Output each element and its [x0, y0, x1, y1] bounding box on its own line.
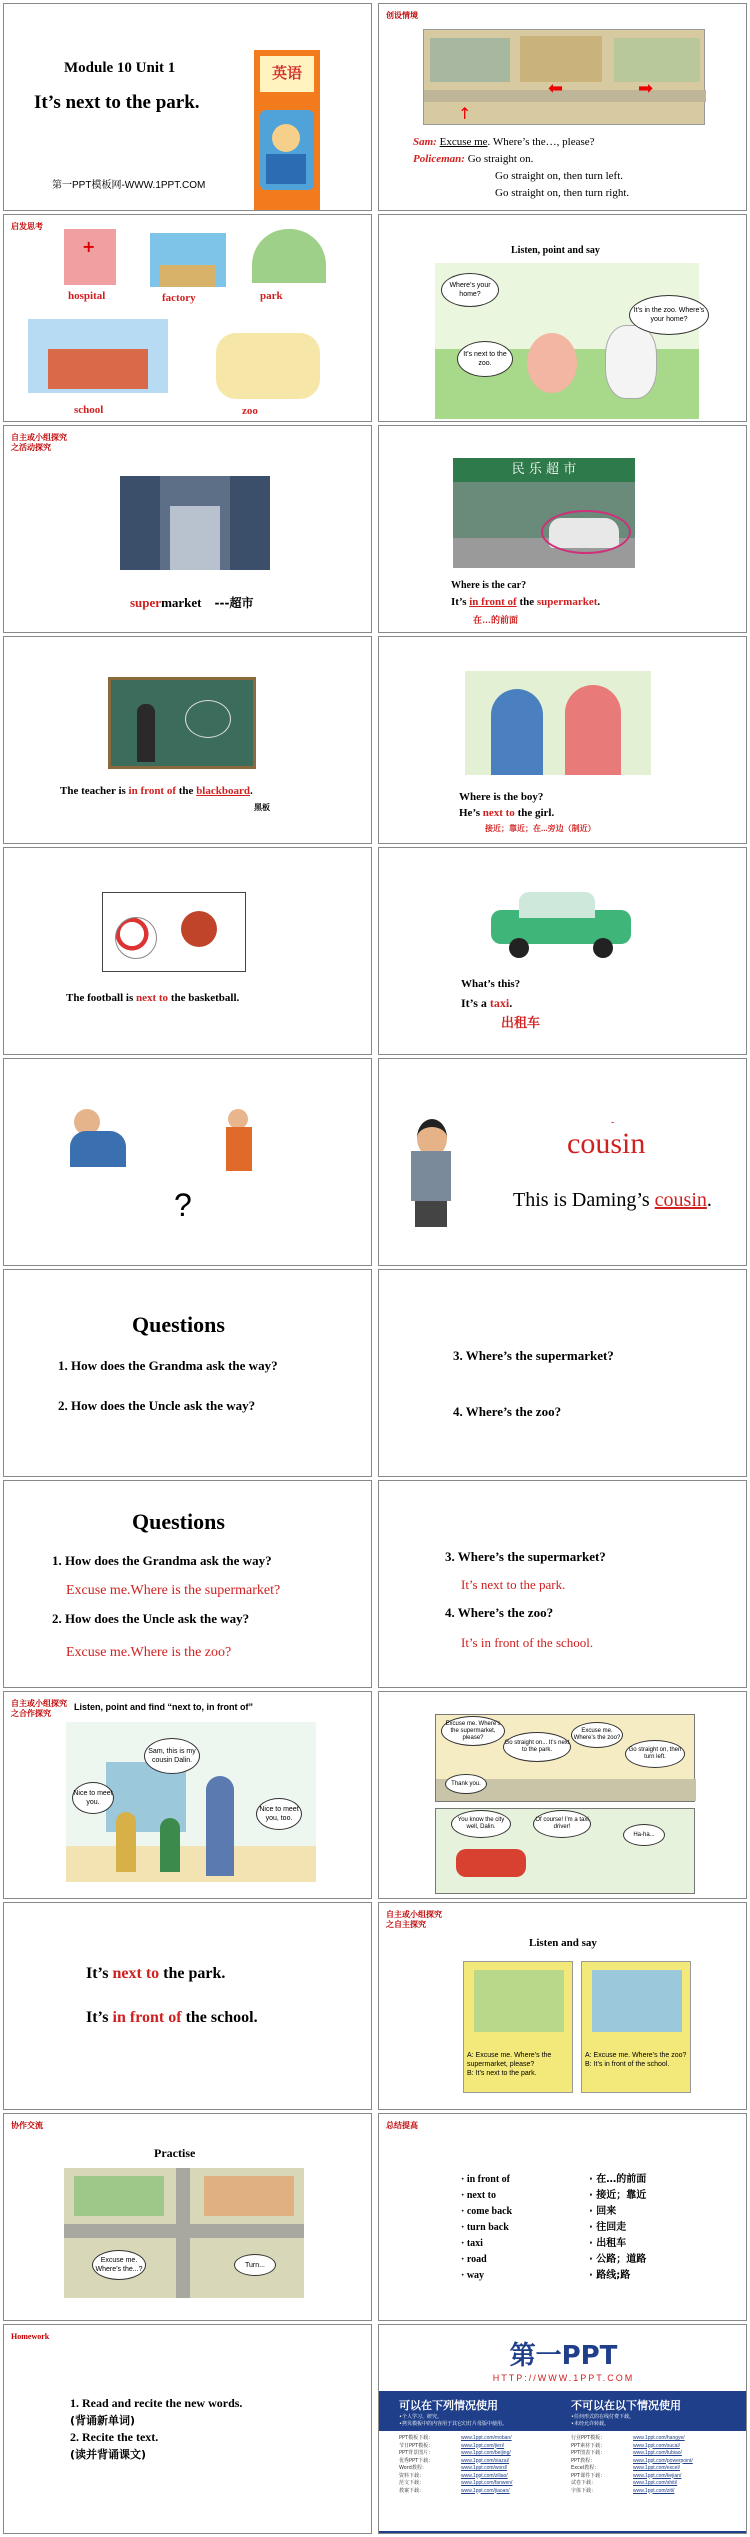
arrow-up-icon: ↑ [458, 104, 472, 123]
slide-10-taxi[interactable] [378, 847, 747, 1055]
slide-15-answers[interactable] [3, 1480, 372, 1688]
word-supermarket [130, 594, 253, 611]
section-tag: 协作交流 [11, 2121, 43, 2130]
answer-1: Excuse me.Where is the supermarket? [66, 1583, 281, 1598]
sentence-part-3: the [176, 785, 197, 797]
answer [451, 596, 600, 608]
cousin-picture [401, 1119, 461, 1227]
slide-24-ppt-info[interactable] [378, 2324, 747, 2534]
policeman-line-2: Go straight on, then turn left. [495, 170, 624, 182]
note-meaning: 出租车 [501, 1016, 541, 1031]
answer-taxi: taxi [489, 996, 510, 1010]
sentence-1-next-to: next to [112, 1965, 160, 1982]
word-meaning: ---超市 [214, 596, 254, 610]
question: Where is the car? [451, 580, 527, 591]
meaning-item: · 公路；道路 [589, 2254, 647, 2265]
slide-12-cousin[interactable] [378, 1058, 747, 1266]
meaning-item: · 接近；靠近 [589, 2190, 647, 2201]
sentence-period: . [249, 785, 253, 797]
ppt-url: HTTP://WWW.1PPT.COM [492, 2373, 635, 2383]
info-panel [379, 2391, 747, 2534]
link-url[interactable]: www.1ppt.com/word/ [461, 2465, 508, 2471]
sam-excuse: Excuse me [439, 136, 488, 148]
policeman-line-3: Go straight on, then turn right. [495, 187, 630, 199]
link-url[interactable]: www.1ppt.com/shiti/ [633, 2480, 678, 2486]
link-url[interactable]: www.1ppt.com/beijing/ [461, 2450, 511, 2456]
comic-bubble-8: Ha-ha... [623, 1824, 665, 1846]
answer-next-to: next to [482, 807, 515, 819]
question-4: 4. Where’s the zoo? [445, 1605, 554, 1620]
sam-question: . Where’s the…, please? [487, 136, 595, 148]
slide-21-practise[interactable] [3, 2113, 372, 2321]
panel-b-picture [581, 1961, 691, 2093]
slide-title: Listen and say [529, 1937, 597, 1949]
word-item: · come back [461, 2206, 513, 2217]
slide-2-directions[interactable] [378, 3, 747, 211]
homework-list [70, 2395, 242, 2463]
slide-18-comic[interactable] [378, 1691, 747, 1899]
sentence-next-to: next to [135, 992, 169, 1004]
homework-item-1: 1. Read and recite the new words. [70, 2396, 243, 2410]
note-meaning: 黑板 [254, 803, 270, 812]
slide-8-boy-girl[interactable] [378, 636, 747, 844]
sentence-2-part-3: the school. [181, 2009, 258, 2026]
slide-7-blackboard[interactable] [3, 636, 372, 844]
teacher-blackboard-picture [108, 677, 256, 769]
answer-part-1: He’s [459, 807, 483, 819]
speech-bubble-1: Sam, this is my cousin Dalin. [144, 1738, 200, 1774]
comic-bubble-2: Excuse me. Where’s the zoo? [571, 1722, 623, 1748]
link-label: 字体下载： [571, 2487, 597, 2494]
zoo-picture [216, 333, 320, 399]
link-label: PPT教程： [571, 2457, 596, 2464]
policeman-name: Policeman: [413, 153, 465, 165]
slide-1-title[interactable] [3, 3, 372, 211]
word-item: · way [461, 2270, 485, 2281]
vocab-word: cousin [567, 1127, 646, 1160]
sentence-in-front-of: in front of [128, 785, 177, 797]
arrow-right-icon: ➡ [638, 78, 654, 99]
question: What’s this? [461, 978, 521, 990]
label-zoo: zoo [242, 405, 258, 417]
slide-11-people[interactable] [3, 1058, 372, 1266]
link-url[interactable]: www.1ppt.com/fanwen/ [461, 2480, 513, 2486]
answer-period: . [597, 596, 601, 608]
link-url[interactable]: www.1ppt.com/excel/ [633, 2465, 680, 2471]
supermarket-aisle-picture [120, 476, 270, 570]
balls-picture [102, 892, 246, 972]
panel-a-line-1: A: Excuse me. Where’s the supermarket, please? [467, 2052, 552, 2068]
answer-supermarket: supermarket [536, 596, 598, 608]
meaning-item: · 路线;路 [589, 2270, 631, 2281]
left-sub-2: •拷贝模板中的内容用于其它幻灯片母版中使用。 [399, 2421, 507, 2427]
sentence-part-3: the basketball. [168, 992, 240, 1004]
right-sub: •任何形式的在线付费下载。 [571, 2414, 634, 2420]
comic-bubble-1: Excuse me. Where’s the supermarket, please? [441, 1716, 505, 1746]
speech-bubble-1: Excuse me. Where’s the...? [92, 2250, 146, 2280]
cousin-character [160, 1818, 180, 1872]
link-label: 试卷下载： [571, 2480, 597, 2486]
answer-period: . [509, 996, 513, 1010]
link-url[interactable]: www.1ppt.com/ziliao/ [461, 2472, 508, 2479]
answer-part-3: the girl. [514, 807, 555, 819]
sentence-1-part-3: the park. [159, 1965, 226, 1982]
book-title: 英语 [272, 64, 303, 82]
link-url[interactable]: www.1ppt.com/powerpoint/ [633, 2457, 693, 2464]
word-item: · taxi [461, 2238, 483, 2249]
slide-9-balls[interactable] [3, 847, 372, 1055]
homework-item-2: 2. Recite the text. [70, 2430, 159, 2444]
slide-5-supermarket[interactable] [3, 425, 372, 633]
taxi-picture [483, 876, 639, 968]
slide-22-summary[interactable] [378, 2113, 747, 2321]
link-label: Excel教程： [571, 2465, 600, 2471]
slide-13-questions[interactable] [3, 1269, 372, 1477]
question-mark: ? [174, 1187, 192, 1223]
store-sign: 民 乐 超 市 [453, 458, 635, 482]
sentence-period: . [706, 1189, 712, 1211]
speech-bubble-2: It’s in the zoo. Where’s your home? [629, 295, 709, 335]
factory-picture [150, 233, 226, 287]
left-link-list [379, 2431, 747, 2531]
slide-17-listen-find[interactable] [3, 1691, 372, 1899]
link-label: 范文下载： [399, 2480, 425, 2486]
question: Where is the boy? [459, 791, 544, 803]
answer-part-1: It’s a [461, 996, 490, 1010]
comic-bubble-5: Thank you. [445, 1774, 487, 1794]
site-watermark: 第一PPT模板网-WWW.1PPT.COM [52, 180, 206, 191]
right-title: 不可以在以下情况使用 [571, 2399, 681, 2412]
slide-title: Listen, point and say [511, 245, 600, 256]
meaning-item: · 回来 [589, 2206, 617, 2217]
speech-bubble-1: Where’s your home? [441, 273, 499, 307]
question-4: 4. Where’s the zoo? [453, 1404, 562, 1419]
slide-3-places[interactable] [3, 214, 372, 422]
link-url[interactable]: www.1ppt.com/hangye/ [633, 2435, 685, 2441]
section-tag: Homework [11, 2332, 50, 2341]
man-character [206, 1776, 234, 1876]
section-tag: 总结提高 [386, 2121, 418, 2130]
link-label: PPT模板下载： [399, 2435, 434, 2441]
sentence-cousin: cousin [654, 1189, 707, 1211]
slide-title: Practise [154, 2146, 196, 2160]
panel-a-caption [467, 2051, 571, 2078]
arrow-left-icon: ⬅ [548, 78, 564, 99]
slide-title: Questions [132, 1509, 225, 1534]
label-factory: factory [162, 292, 196, 304]
sentence-1 [86, 1965, 225, 1983]
answer-3: It’s next to the park. [461, 1577, 566, 1592]
teacher-figure [137, 704, 155, 762]
panel-b-line-2: B: It’s in front of the school. [585, 2061, 670, 2068]
label-park: park [260, 290, 283, 302]
grandma-picture [64, 1109, 130, 1169]
slide-16-answers[interactable] [378, 1480, 747, 1688]
meaning-item: · 出租车 [589, 2238, 627, 2249]
sentence-2 [86, 2009, 258, 2027]
speech-bubble-2: Nice to meet you. [72, 1782, 114, 1814]
word-list [461, 2172, 512, 2284]
word-item: · in front of [461, 2174, 510, 2185]
word-item: · next to [461, 2190, 496, 2201]
link-label: 优秀PPT下载： [399, 2457, 434, 2464]
sentence-part-1: This is Daming’s [513, 1189, 655, 1211]
speech-bubble-3: It’s next to the zoo. [457, 341, 513, 377]
comic-bubble-4: Go straight on, then turn left. [625, 1740, 685, 1768]
slide-14-questions[interactable] [378, 1269, 747, 1477]
word-prefix: super [130, 595, 162, 610]
boy-character [116, 1812, 136, 1872]
sentence-2-in-front-of: in front of [112, 2009, 182, 2026]
school-picture [28, 319, 168, 393]
left-sub: •个人学习、研究。 [399, 2414, 442, 2420]
link-url[interactable]: www.1ppt.com/sucai/ [633, 2442, 680, 2449]
boy-character [491, 689, 543, 775]
comic-bubble-7: Of course! I’m a taxi driver! [533, 1810, 591, 1838]
man-picture [218, 1109, 258, 1173]
textbook-cover [254, 50, 320, 210]
sentence [513, 1189, 712, 1212]
link-label: 节日PPT模板： [399, 2442, 434, 2449]
meaning-item: · 往回走 [589, 2222, 627, 2233]
link-url[interactable]: www.1ppt.com/moban/ [461, 2435, 512, 2441]
pig-character [527, 333, 577, 393]
link-url[interactable]: www.1ppt.com/ziti/ [633, 2487, 675, 2494]
link-url[interactable]: www.1ppt.com/tubiao/ [633, 2450, 682, 2456]
slide-19-sentences[interactable] [3, 1902, 372, 2110]
answer-2: Excuse me.Where is the zoo? [66, 1645, 232, 1660]
link-url[interactable]: www.1ppt.com/jiaoan/ [461, 2487, 510, 2494]
link-url[interactable]: www.1ppt.com/xiazai/ [461, 2457, 510, 2464]
homework-item-1-note: (背诵新单词) [70, 2414, 136, 2427]
girl-character [565, 685, 621, 775]
note-meaning: 在…的前面 [473, 615, 519, 625]
slide-23-homework[interactable] [3, 2324, 372, 2534]
comic-bubble-3: Go straight on... It’s next to the park. [503, 1732, 571, 1762]
question-1: 1. How does the Grandma ask the way? [52, 1553, 272, 1568]
lesson-title: It’s next to the park. [34, 92, 200, 113]
link-url[interactable]: www.1ppt.com/jieri/ [461, 2442, 505, 2449]
answer [459, 807, 554, 819]
question-2: 2. How does the Uncle ask the way? [52, 1611, 250, 1626]
speech-bubble-3: Nice to meet you, too. [256, 1798, 302, 1830]
park-picture [252, 229, 326, 283]
hospital-picture: + [64, 229, 116, 285]
speech-bubble-2: Turn... [234, 2254, 276, 2276]
dialogue [413, 134, 629, 202]
question-3: 3. Where’s the supermarket? [453, 1348, 614, 1363]
boy-girl-picture [465, 671, 651, 775]
word-item: · turn back [461, 2222, 509, 2233]
answer-in-front-of: in front of [469, 596, 517, 608]
street-map-picture [423, 29, 705, 125]
answer-4: It’s in front of the school. [461, 1635, 594, 1650]
word-suffix: market [161, 595, 202, 610]
section-tag: 自主或小组探究 之活动探究 [11, 433, 67, 452]
sentence-1-part-1: It’s [86, 1965, 113, 1982]
link-label: PPT图表下载： [571, 2450, 606, 2456]
link-label: PPT课件下载： [571, 2472, 606, 2479]
section-tag: 启发思考 [11, 222, 43, 231]
basketball-icon [181, 911, 217, 947]
comic-bubble-6: You know the city well, Dalin. [451, 1810, 511, 1838]
sentence-part-1: The teacher is [60, 785, 129, 797]
slide-20-listen-say[interactable] [378, 1902, 747, 2110]
policeman-line-1: Go straight on. [467, 153, 534, 165]
answer-part-3: the [516, 596, 537, 608]
slide-4-listen[interactable] [378, 214, 747, 422]
link-label: PPT背景图片： [399, 2450, 434, 2456]
question-2: 2. How does the Uncle ask the way? [58, 1398, 256, 1413]
section-tag: 自主或小组探究 之合作探究 [11, 1699, 67, 1718]
bear-character [605, 325, 657, 399]
sentence-part-1: The football is [66, 992, 136, 1004]
question-3: 3. Where’s the supermarket? [445, 1549, 606, 1564]
link-label: 资料下载： [399, 2472, 425, 2479]
link-label: 教案下载： [399, 2487, 425, 2494]
left-title: 可以在下列情况使用 [399, 2399, 498, 2412]
meaning-list [589, 2172, 646, 2284]
right-sub-2: •未经允许转载。 [571, 2421, 609, 2427]
section-tag: 自主或小组探究 之自主探究 [386, 1910, 442, 1929]
answer [461, 996, 512, 1011]
accent-dot: - [611, 1117, 615, 1128]
meaning-item: · 在…的前面 [589, 2174, 647, 2185]
sentence-blackboard: blackboard [196, 785, 250, 797]
answer-part-1: It’s [451, 596, 470, 608]
label-school: school [74, 404, 104, 416]
word-item: · road [461, 2254, 487, 2265]
module-label: Module 10 Unit 1 [64, 60, 176, 76]
sentence [66, 992, 239, 1004]
slide-title: Questions [132, 1312, 225, 1337]
panel-a-line-2: B: It’s next to the park. [467, 2070, 537, 2077]
link-label: Word教程： [399, 2465, 427, 2471]
sentence [60, 785, 253, 797]
football-icon [115, 917, 157, 959]
practise-map-picture [64, 2168, 304, 2298]
link-url[interactable]: www.1ppt.com/kejian/ [633, 2472, 682, 2479]
panel-b-caption [585, 2051, 689, 2069]
label-hospital: hospital [68, 290, 106, 302]
homework-item-2-note: (读并背诵课文) [70, 2448, 147, 2461]
link-label: 行业PPT模板： [571, 2435, 606, 2441]
section-tag: 创设情境 [386, 11, 418, 20]
ppt-logo: 第一PPT [509, 2341, 618, 2371]
sam-name: Sam: [413, 136, 437, 148]
slide-6-car[interactable] [378, 425, 747, 633]
car-supermarket-picture [453, 458, 635, 568]
slide-title: Listen, point and find “next to, in front of” [74, 1702, 253, 1712]
question-1: 1. How does the Grandma ask the way? [58, 1358, 278, 1373]
sentence-2-part-1: It’s [86, 2009, 113, 2026]
panel-b-line-1: A: Excuse me. Where’s the zoo? [585, 2052, 687, 2059]
link-label: PPT素材下载： [571, 2442, 606, 2449]
note-meaning: 接近；靠近；在...旁边（制近） [485, 824, 596, 833]
